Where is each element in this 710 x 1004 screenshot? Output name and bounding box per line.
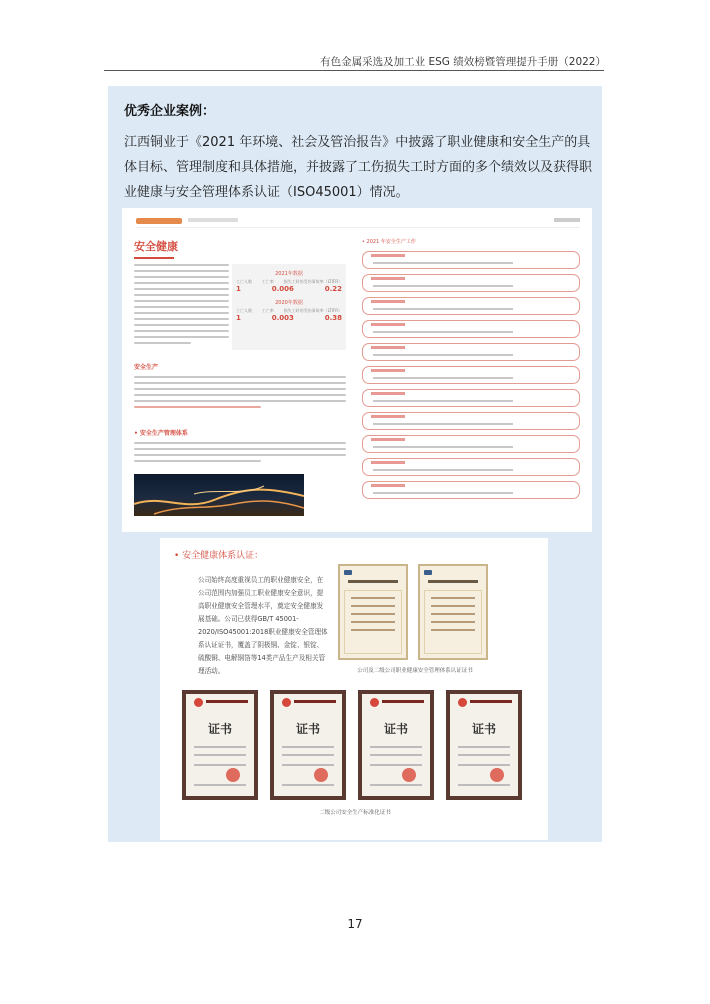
safety-standard-certificate: 证书 <box>270 690 346 800</box>
report-work-card <box>362 435 580 453</box>
report-work-card <box>362 297 580 315</box>
iso-certificate-image <box>418 564 488 660</box>
case-study-box <box>108 86 602 842</box>
report-page-image <box>122 208 592 532</box>
cert-caption-iso: 公司及二级公司职业健康安全管理体系认证证书 <box>357 668 473 674</box>
report-subtitle-system: • 安全生产管理体系 <box>134 430 188 437</box>
case-body-text: 江西铜业于《2021 年环境、社会及管治报告》中披露了职业健康和安全生产的具体目标、管理制度和具体措施，并披露了工伤损失工时方面的多个绩效以及获得职业健康与安全管理体系认证（ISO45001）情况。 <box>124 135 593 200</box>
national-emblem-icon <box>194 698 203 707</box>
report-work-card <box>362 458 580 476</box>
safety-standard-certificate: 证书 <box>358 690 434 800</box>
official-seal-icon <box>490 768 504 782</box>
report-subtitle-safety: 安全生产 <box>134 364 159 371</box>
cqc-logo-icon <box>424 570 432 575</box>
page-number: 17 <box>347 917 363 931</box>
national-emblem-icon <box>282 698 291 707</box>
report-top-text <box>188 218 238 222</box>
report-top-right <box>554 218 580 222</box>
company-logo-icon <box>136 218 182 224</box>
report-right-column <box>362 238 580 518</box>
official-seal-icon <box>314 768 328 782</box>
certification-section <box>160 538 548 840</box>
safety-standard-certificate: 证书 <box>446 690 522 800</box>
stats-col-labels: 工亡人数 工亡率 损失工时的受伤事故率（LTIFR） <box>236 279 342 284</box>
report-work-card <box>362 343 580 361</box>
report-right-title: • 2021 年安全生产工作 <box>362 239 416 245</box>
report-title-rule <box>134 257 174 259</box>
stats-2020-values: 1 0.003 0.38 <box>236 314 342 322</box>
report-work-card <box>362 366 580 384</box>
report-left-column <box>134 238 346 518</box>
stats-2021-heading: 2021年数据 <box>275 271 303 277</box>
cert-body-text: 公司始终高度重视员工的职业健康安全，在公司范围内加强员工职业健康安全意识，提高职业健康安全管理水平，奠定安全健康发展基础。公司已获得GB/T 45001-2020/ISO45001:2018职业健康安全管理体系认证证书，覆盖了阴极铜、金锭、银锭、硫酸铜、电解铜箔等14类产品生产及相关管理活动。 <box>198 576 328 675</box>
national-emblem-icon <box>370 698 379 707</box>
report-paragraph-3 <box>134 442 346 466</box>
cert-caption-standard: 二级公司安全生产标准化证书 <box>319 810 391 816</box>
case-heading: 优秀企业案例： <box>124 104 216 119</box>
running-header: 有色金属采选及加工业 ESG 绩效榜暨管理提升手册（2022） <box>320 56 606 68</box>
report-work-card <box>362 320 580 338</box>
report-stats-panel <box>232 264 346 350</box>
report-section-title: 安全健康 <box>134 240 178 253</box>
iso-certificate-image <box>338 564 408 660</box>
report-paragraph <box>134 264 229 348</box>
cert-heading: • 安全健康体系认证： <box>174 551 264 561</box>
report-work-card <box>362 251 580 269</box>
report-paragraph-2 <box>134 376 346 412</box>
stats-col-labels-2020: 工亡人数 工亡率 损失工时的受伤事故率（LTIFR） <box>236 308 342 313</box>
safety-standard-certificate: 证书 <box>182 690 258 800</box>
report-work-card <box>362 389 580 407</box>
report-work-card <box>362 274 580 292</box>
mining-road-photo <box>134 474 304 516</box>
report-work-card <box>362 412 580 430</box>
report-top-bar <box>136 218 580 228</box>
official-seal-icon <box>226 768 240 782</box>
national-emblem-icon <box>458 698 467 707</box>
official-seal-icon <box>402 768 416 782</box>
header-divider <box>104 70 604 71</box>
stats-2020-heading: 2020年数据 <box>275 300 303 306</box>
stats-2021-values: 1 0.006 0.22 <box>236 285 342 293</box>
cqc-logo-icon <box>344 570 352 575</box>
report-work-card <box>362 481 580 499</box>
